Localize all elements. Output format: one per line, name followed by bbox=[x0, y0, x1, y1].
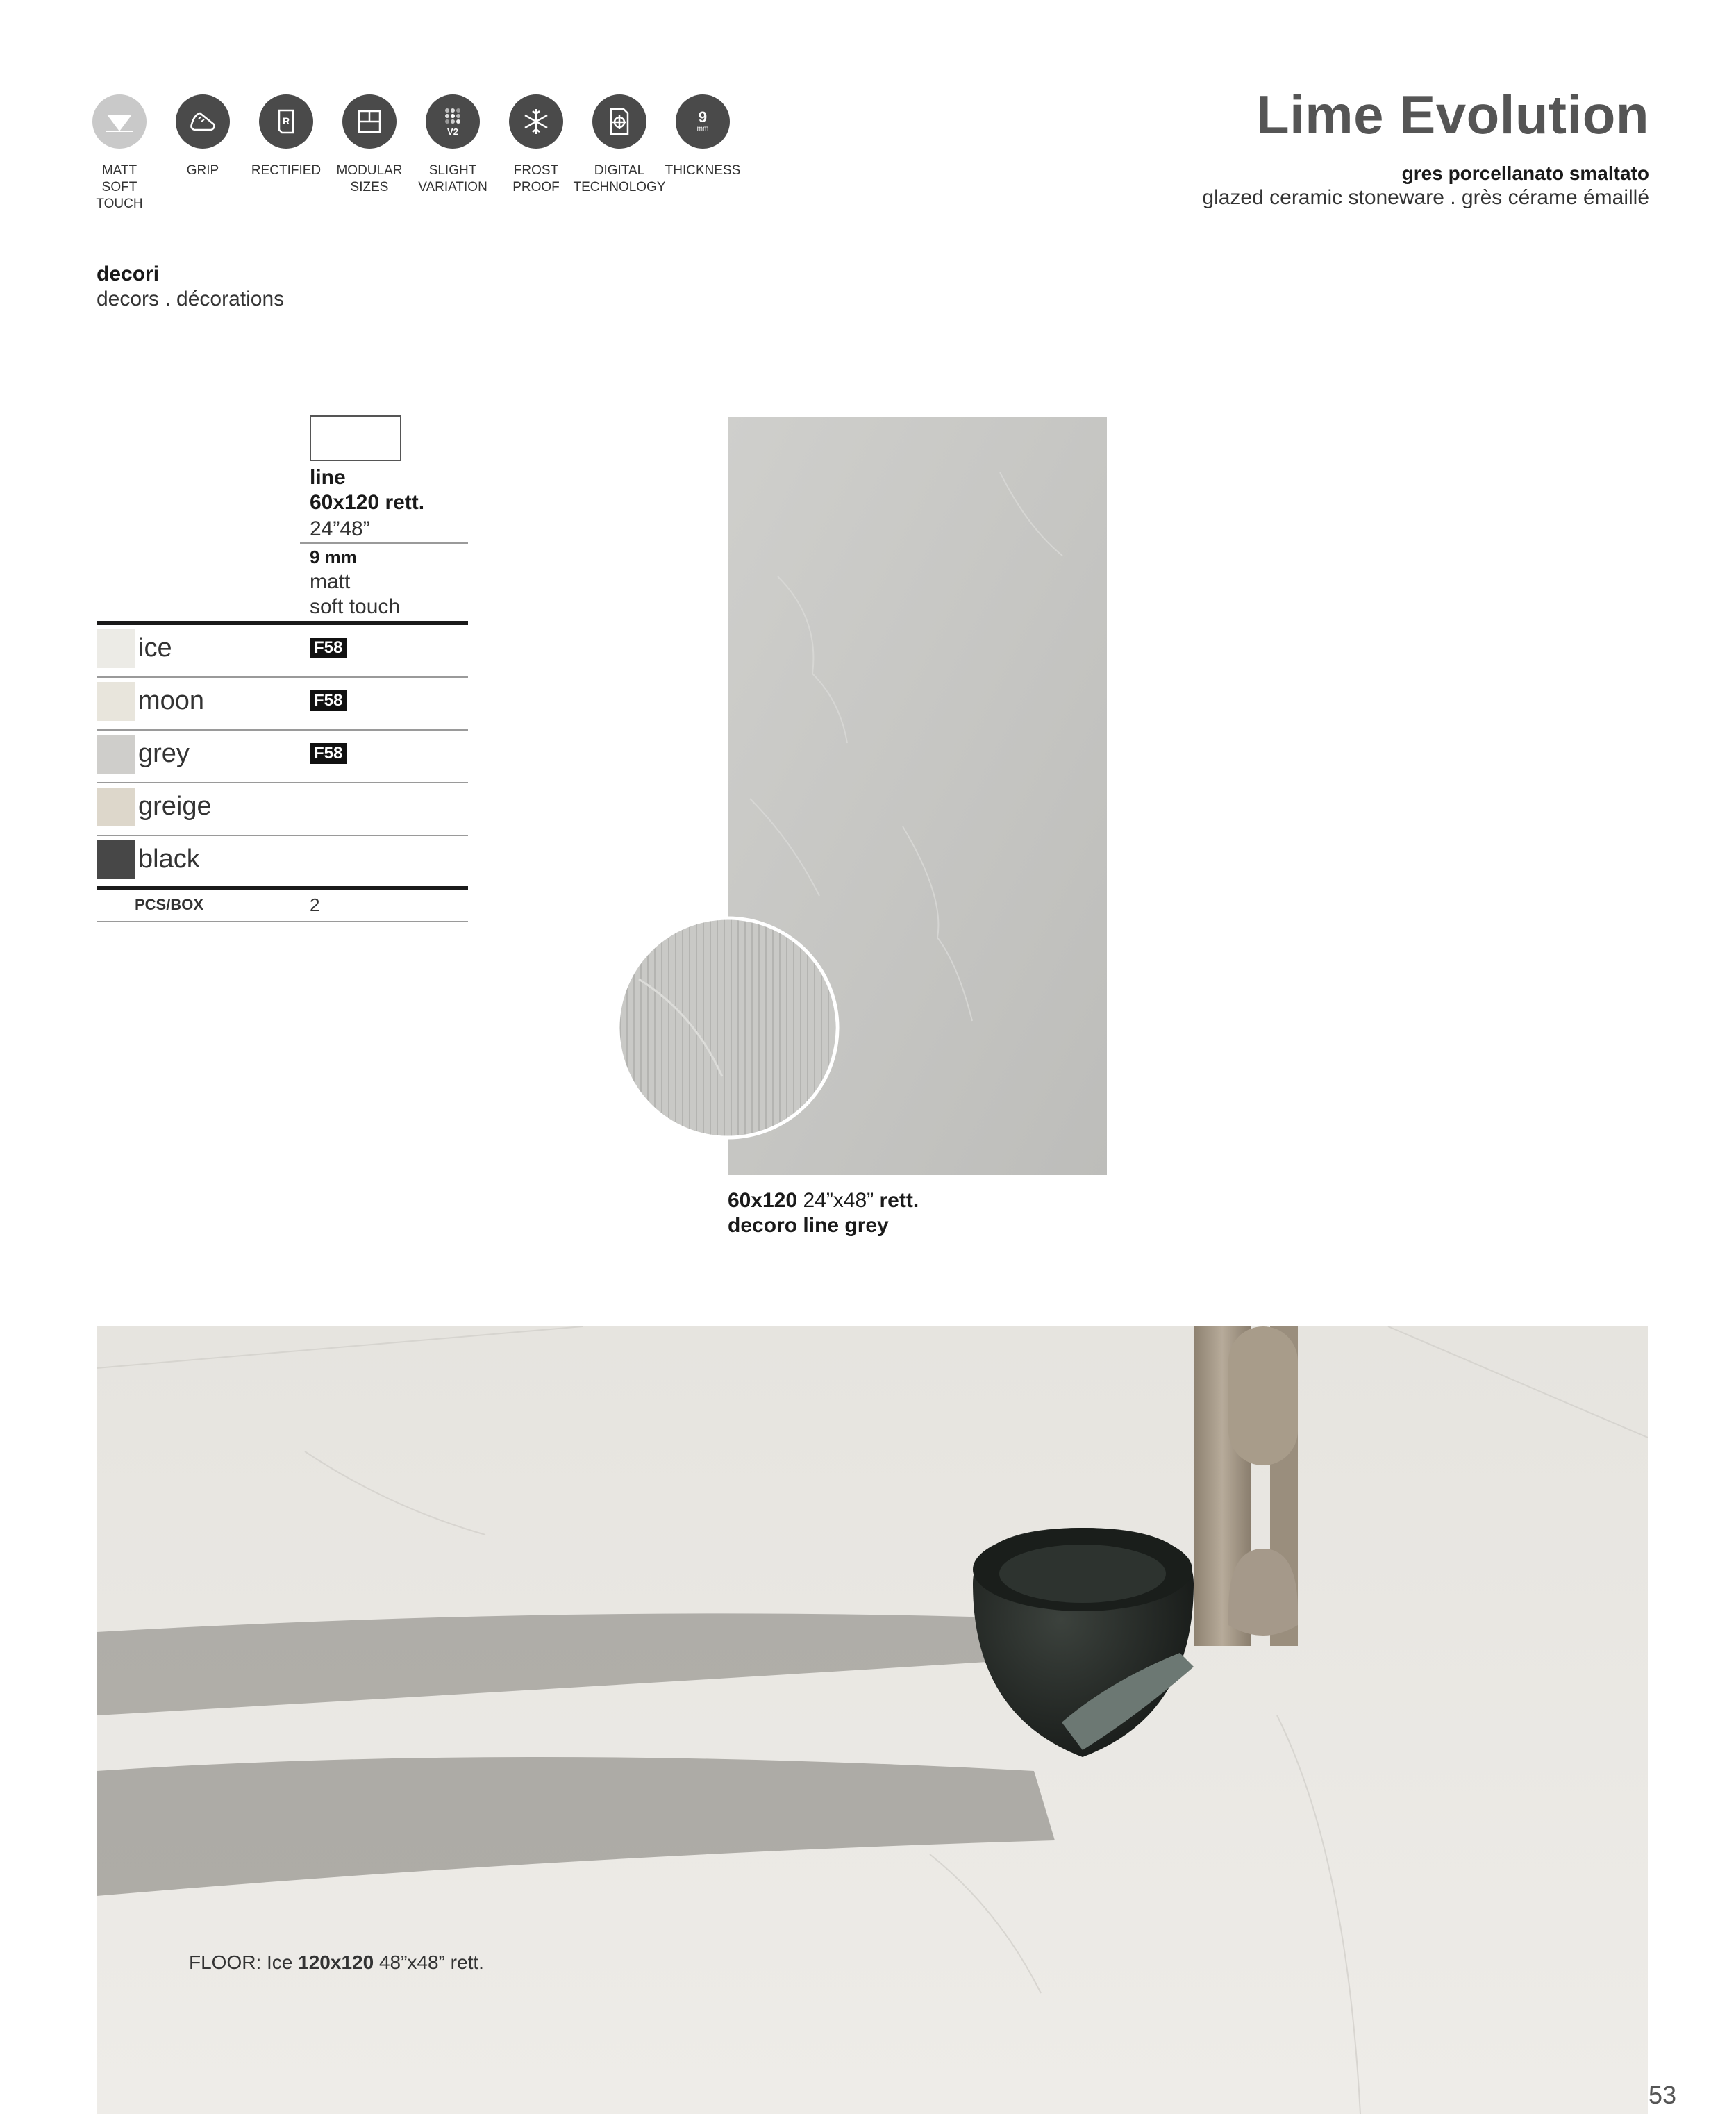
pcs-box-label: PCS/BOX bbox=[135, 896, 204, 913]
feature-label: SLIGHT VARIATION bbox=[418, 163, 487, 194]
slight-variation-icon bbox=[426, 94, 480, 149]
color-swatch bbox=[97, 682, 135, 721]
spec-name: line bbox=[310, 466, 346, 489]
section-title: decori bbox=[97, 263, 160, 285]
page-title: Lime Evolution bbox=[1255, 84, 1649, 145]
feature-label: THICKNESS bbox=[665, 163, 741, 178]
pcs-box-value: 2 bbox=[310, 894, 320, 915]
spec-finish: matt bbox=[310, 570, 351, 593]
table-bottom-rule bbox=[97, 886, 468, 890]
feature-thickness bbox=[661, 94, 744, 213]
color-row bbox=[97, 625, 468, 678]
color-name: ice bbox=[138, 633, 172, 663]
spec-size-inches: 24”48” bbox=[310, 517, 370, 540]
matt-soft-touch-icon bbox=[92, 94, 147, 149]
feature-label: GRIP bbox=[186, 163, 219, 178]
feature-label: DIGITAL TECHNOLOGY bbox=[573, 163, 666, 194]
thickness-value: 9 bbox=[698, 108, 708, 126]
spec-finish-2: soft touch bbox=[310, 595, 401, 618]
color-name: moon bbox=[138, 686, 205, 715]
grip-icon bbox=[176, 94, 230, 149]
spec-size: 60x120 rett. bbox=[310, 491, 425, 514]
feature-label: MODULAR SIZES bbox=[336, 163, 403, 194]
feature-icons-row bbox=[78, 94, 744, 213]
feature-label: FROST PROOF bbox=[512, 163, 560, 194]
floor-caption: FLOOR: Ice 120x120 48”x48” rett. bbox=[189, 1951, 484, 1973]
variation-code: V2 bbox=[447, 126, 458, 137]
feature-label: MATT SOFT TOUCH bbox=[96, 163, 143, 211]
subtitle-translations: glazed ceramic stoneware . grès cérame émaillé bbox=[1202, 186, 1649, 209]
page-number: 53 bbox=[1648, 2081, 1676, 2109]
color-swatch bbox=[97, 735, 135, 774]
thickness-unit: mm bbox=[696, 125, 709, 133]
feature-label: RECTIFIED bbox=[251, 163, 322, 178]
thickness-icon bbox=[676, 94, 730, 149]
frost-proof-icon bbox=[509, 94, 563, 149]
color-row bbox=[97, 678, 468, 731]
product-code-badge: F58 bbox=[310, 690, 347, 711]
color-row bbox=[97, 783, 468, 836]
color-name: grey bbox=[138, 739, 190, 768]
modular-sizes-icon bbox=[342, 94, 397, 149]
tile-caption-size: 60x120 24”x48” rett. bbox=[728, 1189, 919, 1212]
color-row bbox=[97, 836, 468, 889]
color-swatch bbox=[97, 840, 135, 879]
feature-digital-technology bbox=[573, 94, 666, 213]
tile-caption-name: decoro line grey bbox=[728, 1214, 889, 1237]
divider bbox=[97, 921, 468, 922]
product-code-badge: F58 bbox=[310, 743, 347, 764]
subtitle-italian: gres porcellanato smaltato bbox=[1401, 163, 1649, 184]
color-swatch bbox=[97, 788, 135, 826]
format-swatch bbox=[310, 415, 401, 461]
section-subtitle: decors . décorations bbox=[97, 288, 285, 310]
room-photo bbox=[97, 1326, 1648, 2114]
color-name: black bbox=[138, 844, 200, 874]
spec-thickness: 9 mm bbox=[310, 547, 357, 567]
digital-technology-icon bbox=[592, 94, 646, 149]
feature-frost-proof bbox=[494, 94, 578, 213]
color-swatch bbox=[97, 629, 135, 668]
product-code-badge: F58 bbox=[310, 638, 347, 658]
svg-text:R: R bbox=[282, 115, 290, 126]
feature-modular-sizes bbox=[328, 94, 411, 213]
feature-slight-variation bbox=[411, 94, 494, 213]
rectified-icon bbox=[259, 94, 313, 149]
color-name: greige bbox=[138, 792, 212, 821]
color-row bbox=[97, 731, 468, 783]
feature-matt-soft-touch bbox=[78, 94, 161, 213]
tile-image-group bbox=[611, 410, 1118, 1181]
feature-grip bbox=[161, 94, 244, 213]
divider bbox=[300, 542, 468, 544]
feature-rectified bbox=[244, 94, 328, 213]
